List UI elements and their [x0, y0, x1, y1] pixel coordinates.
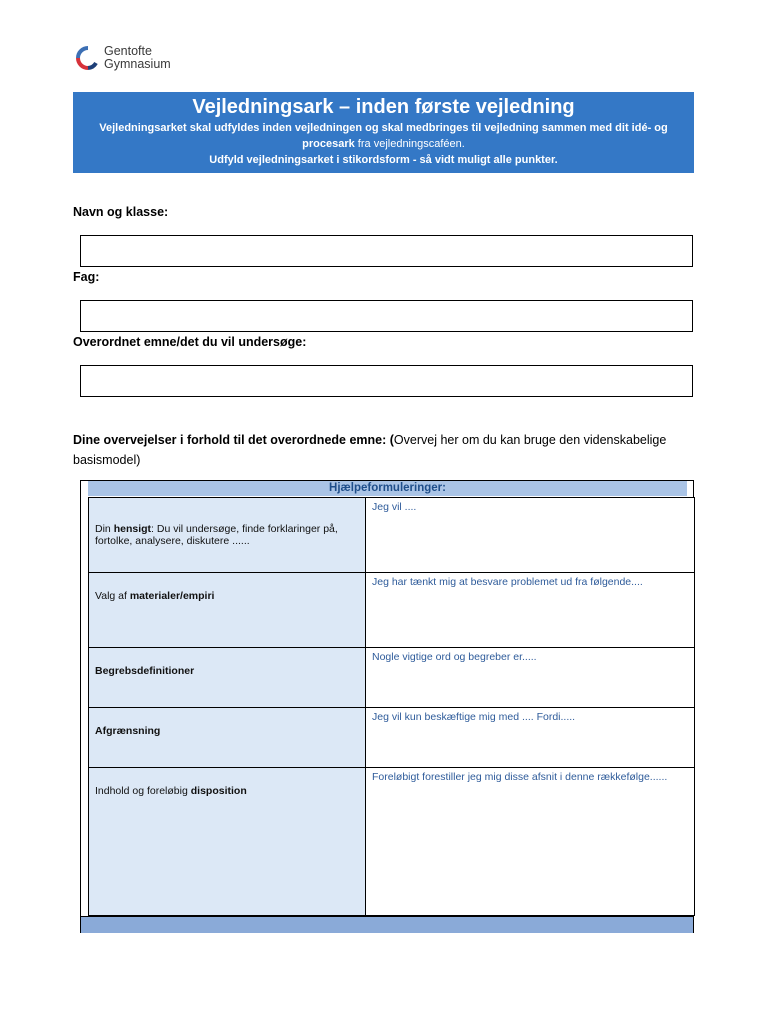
row-label-cell — [89, 768, 366, 916]
table-bottom-strip — [81, 916, 693, 933]
help-text: Foreløbigt forestiller jeg mig disse afsnit i denne rækkefølge...... — [372, 771, 668, 783]
row-label-pre: Valg af — [95, 589, 130, 602]
row-answer-cell[interactable] — [366, 708, 695, 768]
gentofte-gymnasium-logo — [76, 44, 216, 74]
banner-line-3: Udfyld vejledningsarket i stikordsform - så vidt muligt alle punkter. — [209, 154, 558, 166]
table-row — [89, 573, 695, 648]
banner-line-2-light: fra vejledningscaféen. — [354, 138, 465, 150]
subject-field[interactable] — [80, 300, 693, 332]
row-label-bold: hensigt — [113, 522, 152, 535]
table-row — [89, 498, 695, 573]
title-banner — [73, 92, 694, 173]
row-answer-cell[interactable] — [366, 768, 695, 916]
row-label-cell — [89, 498, 366, 573]
name-class-label: Navn og klasse: — [73, 205, 169, 219]
banner-line-2 — [81, 136, 686, 152]
help-text: Jeg har tænkt mig at besvare problemet ud fra følgende.... — [372, 576, 643, 588]
row-answer-cell[interactable] — [366, 573, 695, 648]
row-label-post: : Du vil undersøge, finde forklaringer på, fortolke, analysere, diskutere ...... — [95, 522, 338, 547]
help-text: Nogle vigtige ord og begreber er..... — [372, 651, 537, 663]
considerations-normal: Overvej her om du kan bruge den videnskabelige basismodel) — [73, 433, 667, 467]
logo-line-2: Gymnasium — [104, 57, 171, 71]
row-label-bold: materialer/empiri — [129, 589, 215, 602]
banner-instructions — [73, 120, 694, 168]
logo-mark-icon — [76, 46, 100, 70]
help-text: Jeg vil kun beskæftige mig med .... Fordi..... — [372, 711, 576, 723]
logo-line-1: Gentofte — [104, 44, 152, 58]
row-label-bold: Afgrænsning — [95, 724, 161, 737]
guidance-table — [88, 497, 695, 916]
subject-label: Fag: — [73, 270, 100, 284]
page-title: Vejledningsark – inden første vejledning — [192, 96, 575, 118]
banner-line-1: Vejledningsarket skal udfyldes inden vejledningen og skal medbringes til vejledning sammen med dit idé- og — [99, 122, 668, 134]
row-label-cell — [89, 708, 366, 768]
row-label-bold: Begrebsdefinitioner — [95, 664, 195, 677]
considerations-text — [73, 430, 693, 470]
table-row — [89, 708, 695, 768]
help-text: Jeg vil .... — [372, 501, 417, 513]
name-class-field[interactable] — [80, 235, 693, 267]
considerations-bold: Dine overvejelser i forhold til det overordnede emne: ( — [73, 433, 394, 447]
row-label-cell — [89, 648, 366, 708]
banner-line-2-bold: procesark — [302, 138, 355, 150]
row-answer-cell[interactable] — [366, 498, 695, 573]
row-label-pre: Indhold og foreløbig — [95, 784, 191, 797]
topic-label: Overordnet emne/det du vil undersøge: — [73, 335, 307, 349]
row-label-pre: Din — [95, 522, 114, 535]
help-phrases-header: Hjælpeformuleringer: — [88, 481, 687, 496]
row-answer-cell[interactable] — [366, 648, 695, 708]
topic-field[interactable] — [80, 365, 693, 397]
row-label-bold: disposition — [190, 784, 247, 797]
table-row — [89, 768, 695, 916]
row-label-cell — [89, 573, 366, 648]
table-row — [89, 648, 695, 708]
